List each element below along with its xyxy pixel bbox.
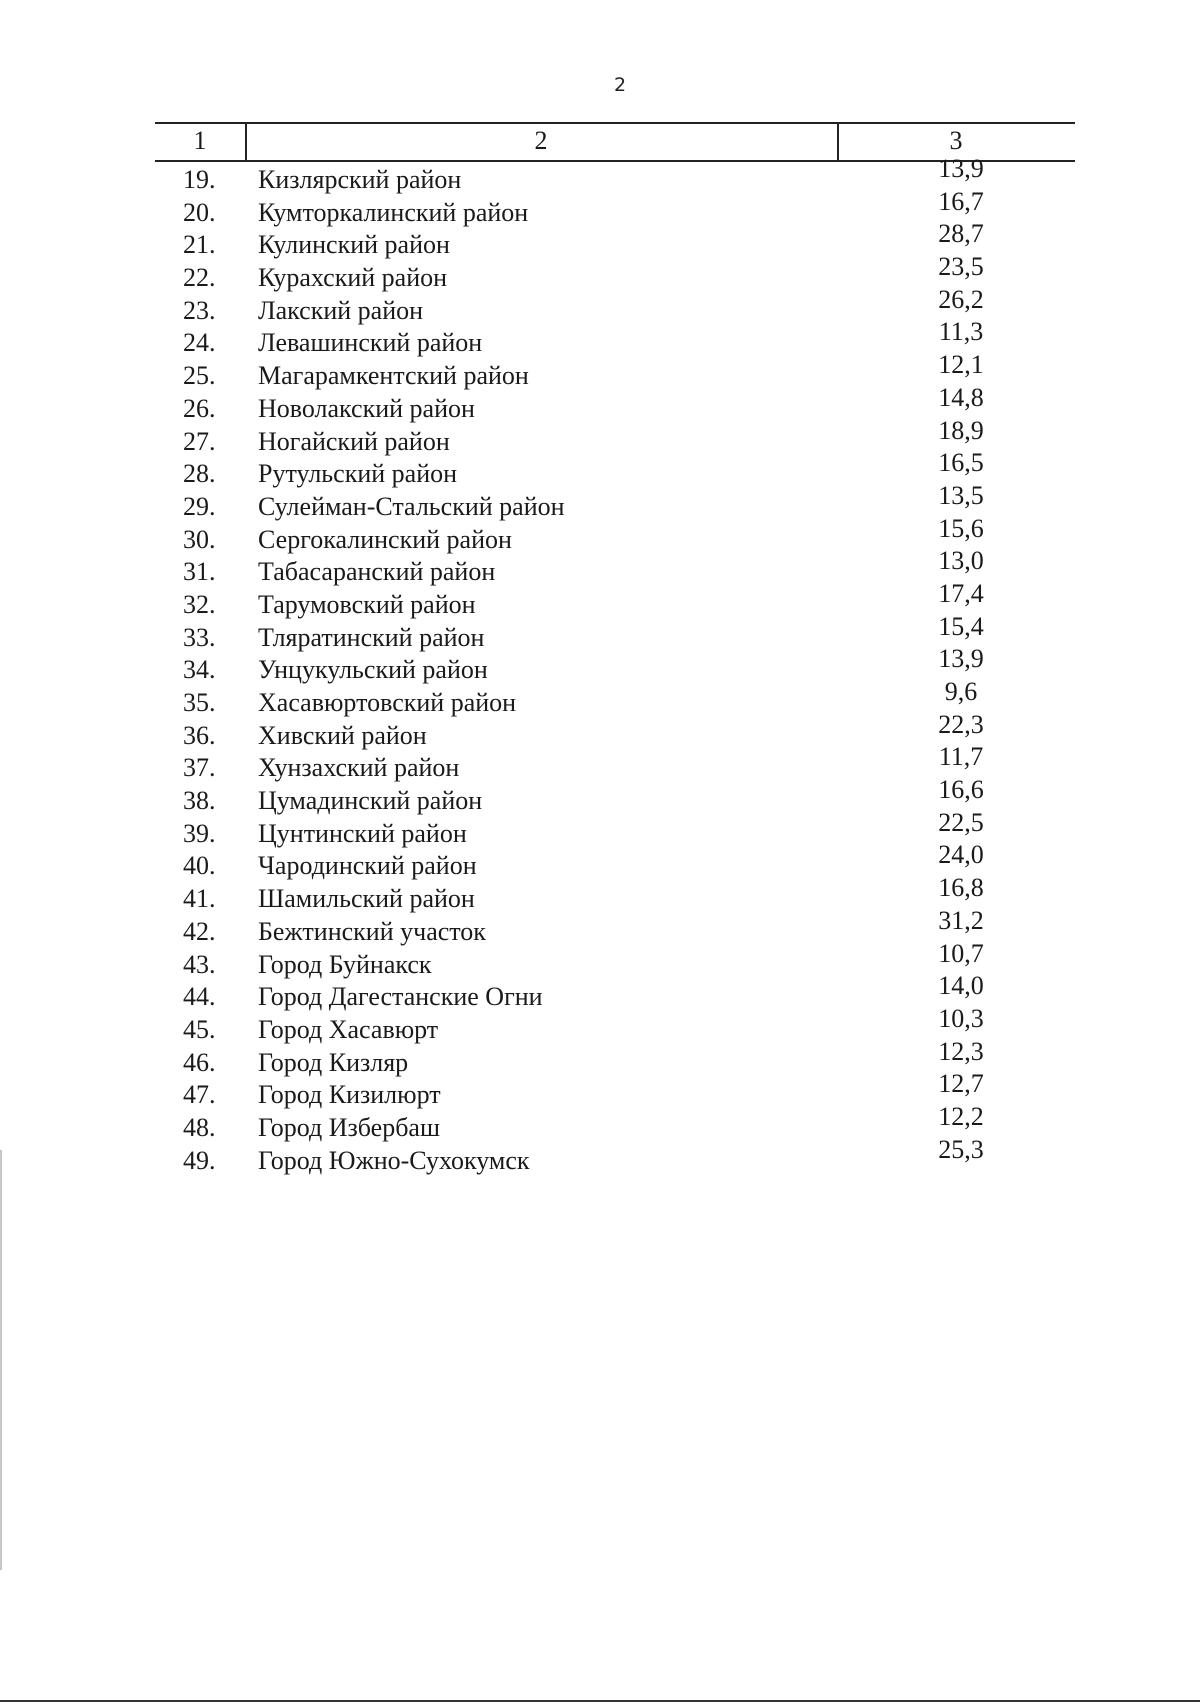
- page-number: 2: [613, 74, 627, 96]
- header-col-3: 3: [949, 126, 963, 155]
- row-number: 30.: [183, 524, 216, 554]
- district-value: 13,9: [938, 154, 984, 183]
- header-col-2: 2: [534, 126, 548, 155]
- table-row: [155, 1134, 1075, 1176]
- row-number: 19.: [183, 165, 216, 194]
- district-name: Кизлярский район: [258, 165, 462, 194]
- district-name: Город Кизилюрт: [258, 1080, 441, 1110]
- district-value: 12,2: [938, 1101, 984, 1131]
- district-name: Левашинский район: [258, 328, 483, 358]
- district-name: Хасавюртовский район: [258, 688, 517, 717]
- district-value: 9,6: [944, 677, 978, 706]
- district-value: 15,4: [938, 611, 984, 641]
- row-number: 21.: [183, 230, 216, 260]
- district-name: Курахский район: [258, 263, 448, 293]
- district-value: 10,3: [938, 1003, 984, 1033]
- district-value: 12,3: [938, 1036, 984, 1066]
- row-number: 29.: [183, 491, 216, 521]
- district-value: 13,0: [938, 546, 984, 576]
- district-name: Кумторкалинский район: [258, 197, 529, 227]
- district-name: Город Южно-Сухокумск: [258, 1145, 530, 1175]
- district-name: Хунзахский район: [258, 753, 460, 783]
- row-number: 27.: [183, 426, 216, 456]
- row-number: 20.: [183, 197, 216, 227]
- district-name: Город Избербаш: [258, 1112, 440, 1142]
- row-number: 46.: [183, 1047, 216, 1077]
- row-number: 23.: [183, 295, 216, 325]
- district-name: Сергокалинский район: [258, 524, 512, 554]
- row-number: 26.: [183, 393, 216, 423]
- district-value: 31,2: [938, 905, 984, 935]
- row-number: 34.: [183, 655, 216, 685]
- district-name: Кулинский район: [258, 230, 450, 260]
- row-number: 45.: [183, 1014, 216, 1044]
- row-number: 22.: [183, 263, 216, 293]
- row-number: 33.: [183, 622, 216, 652]
- district-value: 12,7: [938, 1069, 984, 1099]
- district-value: 23,5: [938, 252, 984, 282]
- district-name: Унцукульский район: [258, 655, 488, 685]
- district-value: 26,2: [938, 284, 984, 314]
- row-number: 25.: [183, 361, 216, 391]
- row-number: 24.: [183, 328, 216, 358]
- bottom-edge-line: [0, 1700, 1200, 1702]
- data-table: [155, 122, 1075, 1175]
- district-value: 25,3: [938, 1134, 984, 1164]
- district-name: Новолакский район: [258, 393, 475, 423]
- row-number: 47.: [183, 1080, 216, 1110]
- district-name: Город Дагестанские Огни: [258, 982, 543, 1012]
- district-name: Рутульский район: [258, 459, 458, 489]
- district-value: 10,7: [938, 938, 984, 968]
- row-number: 44.: [183, 982, 216, 1012]
- district-name: Город Хасавюрт: [258, 1014, 439, 1044]
- district-value: 15,6: [938, 513, 984, 543]
- district-name: Лакский район: [258, 295, 424, 325]
- district-name: Табасаранский район: [258, 557, 496, 587]
- row-number: 40.: [183, 851, 216, 881]
- row-number: 37.: [183, 753, 216, 783]
- row-number: 32.: [183, 589, 216, 619]
- row-number: 43.: [183, 949, 216, 979]
- district-name: Шамильский район: [258, 884, 475, 914]
- district-value: 12,1: [938, 350, 984, 380]
- district-value: 16,7: [938, 186, 984, 216]
- district-name: Хивский район: [258, 720, 427, 750]
- district-value: 16,5: [938, 448, 984, 478]
- district-name: Сулейман-Стальский район: [258, 491, 565, 521]
- district-value: 18,9: [938, 415, 984, 445]
- table-body: [155, 154, 1075, 1175]
- row-number: 42.: [183, 916, 216, 946]
- row-number: 28.: [183, 459, 216, 489]
- row-number: 35.: [183, 688, 216, 717]
- row-number: 49.: [183, 1145, 216, 1175]
- district-value: 22,5: [938, 807, 984, 837]
- district-name: Ногайский район: [258, 426, 450, 456]
- district-name: Город Кизляр: [258, 1047, 409, 1077]
- row-number: 36.: [183, 720, 216, 750]
- district-name: Бежтинский участок: [258, 916, 486, 946]
- district-value: 11,7: [938, 742, 984, 772]
- row-number: 48.: [183, 1112, 216, 1142]
- district-value: 24,0: [938, 840, 984, 870]
- district-name: Тарумовский район: [258, 589, 476, 619]
- row-number: 39.: [183, 818, 216, 848]
- left-margin-mark: [0, 1150, 2, 1570]
- district-name: Тляратинский район: [258, 622, 485, 652]
- district-name: Чародинский район: [258, 851, 477, 881]
- header-col-1: 1: [193, 126, 207, 155]
- district-name: Цунтинский район: [258, 818, 467, 848]
- district-value: 28,7: [938, 219, 984, 249]
- district-value: 17,4: [938, 578, 984, 608]
- district-value: 16,6: [938, 775, 984, 805]
- district-name: Цумадинский район: [258, 786, 483, 816]
- row-number: 41.: [183, 884, 216, 914]
- row-number: 31.: [183, 557, 216, 587]
- district-value: 14,8: [938, 382, 984, 412]
- district-value: 22,3: [938, 709, 984, 739]
- district-value: 14,0: [938, 971, 984, 1001]
- district-name: Город Буйнакск: [258, 949, 432, 979]
- district-value: 13,5: [938, 480, 984, 510]
- district-value: 13,9: [938, 644, 984, 674]
- district-value: 16,8: [938, 873, 984, 903]
- district-value: 11,3: [938, 317, 984, 347]
- district-name: Магарамкентский район: [258, 361, 529, 391]
- row-number: 38.: [183, 786, 216, 816]
